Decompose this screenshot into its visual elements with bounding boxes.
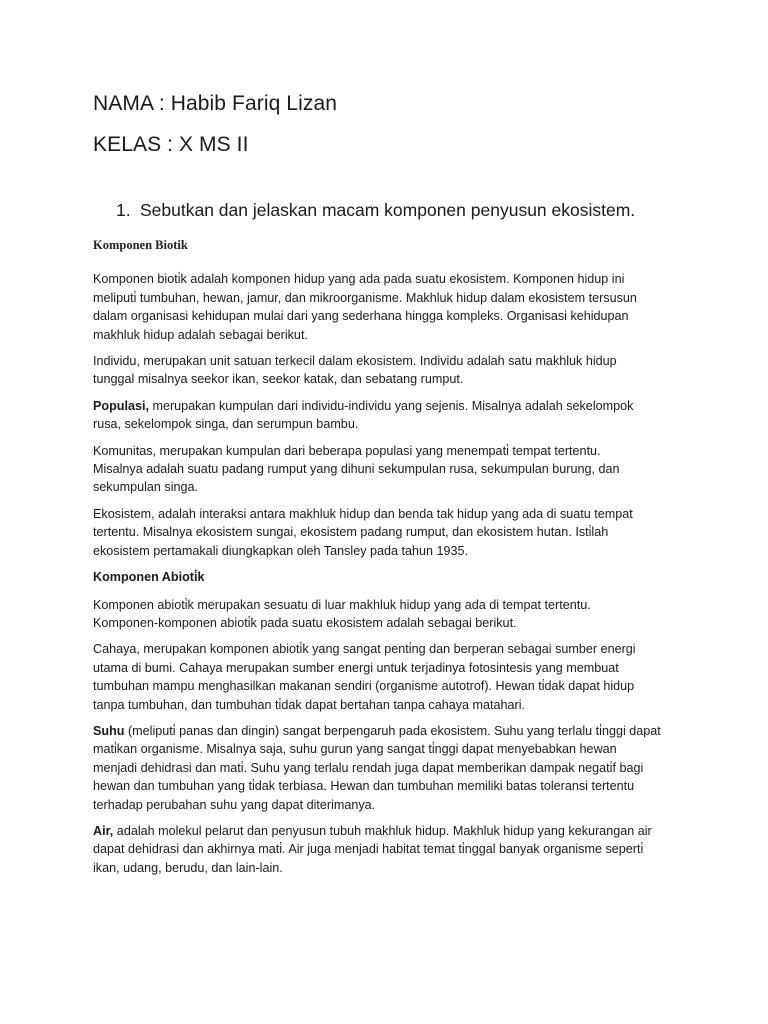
text-fragment: , merupakan komponen abioti̇k yang sangat penti̇ng dan berperan sebagai sumber energi: [136, 642, 636, 657]
question-item: [116, 200, 635, 221]
term-air: Air,: [93, 823, 114, 838]
text-line: ikan, udang, berudu, dan lain-lain.: [93, 860, 283, 875]
term-cahaya: Cahaya: [93, 642, 137, 657]
term-individu: Individu: [93, 354, 137, 369]
text-line: Komponen abioti̇k merupakan sesuatu di luar makhluk hidup yang ada di tempat tertentu.: [93, 597, 591, 612]
text-line: tanpa tumbuhan, dan tumbuhan ti̇dak dapat bertahan tanpa cahaya matahari.: [93, 697, 526, 712]
text-line: [93, 442, 683, 460]
text-line: makhluk hidup adalah sebagai berikut.: [93, 327, 308, 342]
text-line: tumbuhan mampu menghasilkan makanan sendiri (organisme autotrof). Hewan ti̇dak dapat hidup: [93, 679, 635, 694]
answer-body: [93, 236, 683, 885]
text-line: rusa, sekelompok singa, dan serumpun bambu.: [93, 417, 359, 432]
air-paragraph: [93, 822, 683, 877]
text-line: [93, 722, 683, 740]
text-line: tunggal misalnya seekor ikan, seekor katak, dan sebatang rumput.: [93, 372, 464, 387]
text-line: [93, 505, 683, 523]
abiotik-heading: Komponen Abioti̇k: [93, 570, 205, 585]
text-line: hewan dan tumbuhan yang ti̇dak terbiasa. Hewan dan tumbuhan memiliki batas toleransi tertentu: [93, 779, 635, 794]
text-line: menjadi dehidrasi dan mati̇. Suhu yang terlalu rendah juga dapat memberikan dampak negati̇f bagi: [93, 760, 644, 775]
text-line: ekosistem pertamakali diungkapkan oleh Tansley pada tahun 1935.: [93, 543, 469, 558]
individu-paragraph: [93, 352, 683, 389]
term-komunitas: Komunitas: [93, 443, 153, 458]
term-populasi: Populasi,: [93, 398, 149, 413]
text-line: [93, 397, 683, 415]
text-line: tertentu. Misalnya ekosistem sungai, ekosistem padang rumput, dan ekosistem hutan. Isti̇lah: [93, 525, 609, 540]
student-class-line: KELAS : X MS II: [93, 133, 249, 156]
text-line: sekumpulan singa.: [93, 480, 199, 495]
cahaya-paragraph: [93, 640, 683, 714]
biotik-intro-paragraph: [93, 270, 683, 344]
populasi-paragraph: [93, 397, 683, 434]
text-line: terhadap perubahan suhu yang dapat diterimanya.: [93, 797, 376, 812]
term-suhu: Suhu: [93, 723, 125, 738]
text-line: mati̇kan organisme. Misalnya saja, suhu gurun yang sangat ti̇nggi dapat menyebabkan hewan: [93, 742, 617, 757]
text-fragment: adalah molekul pelarut dan penyusun tubuh makhluk hidup. Makhluk hidup yang kekurangan air: [113, 823, 652, 838]
text-line: Komponen-komponen abioti̇k pada suatu ekosistem adalah sebagai berikut.: [93, 615, 517, 630]
biotik-heading: Komponen Biotik: [93, 238, 188, 252]
abiotik-intro-paragraph: [93, 596, 683, 633]
text-line: utama di bumi. Cahaya merupakan sumber energi untuk terjadinya fotosintesis yang membuat: [93, 660, 619, 675]
text-line: Misalnya adalah suatu padang rumput yang dihuni sekumpulan rusa, sekumpulan burung, dan: [93, 462, 620, 477]
text-line: meliputi̇ tumbuhan, hewan, jamur, dan mikroorganisme. Makhluk hidup dalam ekosistem tersusun: [93, 290, 637, 305]
text-line: dapat dehidrasi dan akhirnya mati̇. Air juga menjadi habitat temat ti̇nggal banyak organisme seperti̇: [93, 842, 644, 857]
komunitas-paragraph: [93, 442, 683, 497]
question-text: Sebutkan dan jelaskan macam komponen penyusun ekosistem.: [140, 200, 636, 220]
text-fragment: (meliputi̇ panas dan dingin) sangat berpengaruh pada ekosistem. Suhu yang terlalu ti̇nggi dapat: [124, 723, 661, 738]
suhu-paragraph: [93, 722, 683, 814]
student-name-line: NAMA : Habib Fariq Lizan: [93, 92, 338, 115]
term-ekosistem: Ekosistem: [93, 506, 152, 521]
text-line: dalam organisasi kehidupan mulai dari yang sederhana hingga kompleks. Organisasi kehidupan: [93, 309, 629, 324]
text-line: [93, 352, 683, 370]
text-line: [93, 640, 683, 658]
text-line: Komponen bioti̇k adalah komponen hidup yang ada pada suatu ekosistem. Komponen hidup ini: [93, 272, 625, 287]
text-line: [93, 822, 683, 840]
question-number: 1.: [116, 200, 131, 220]
text-fragment: , merupakan kumpulan dari beberapa populasi yang menempati̇ tempat tertentu.: [152, 443, 601, 458]
text-fragment: , adalah interaksi antara makhluk hidup dan benda tak hidup yang ada di suatu tempat: [151, 506, 633, 521]
ekosistem-paragraph: [93, 505, 683, 560]
text-fragment: merupakan kumpulan dari individu-individu yang sejenis. Misalnya adalah sekelompok: [148, 398, 634, 413]
text-fragment: , merupakan unit satuan terkecil dalam ekosistem. Individu adalah satu makhluk hidup: [136, 354, 617, 369]
